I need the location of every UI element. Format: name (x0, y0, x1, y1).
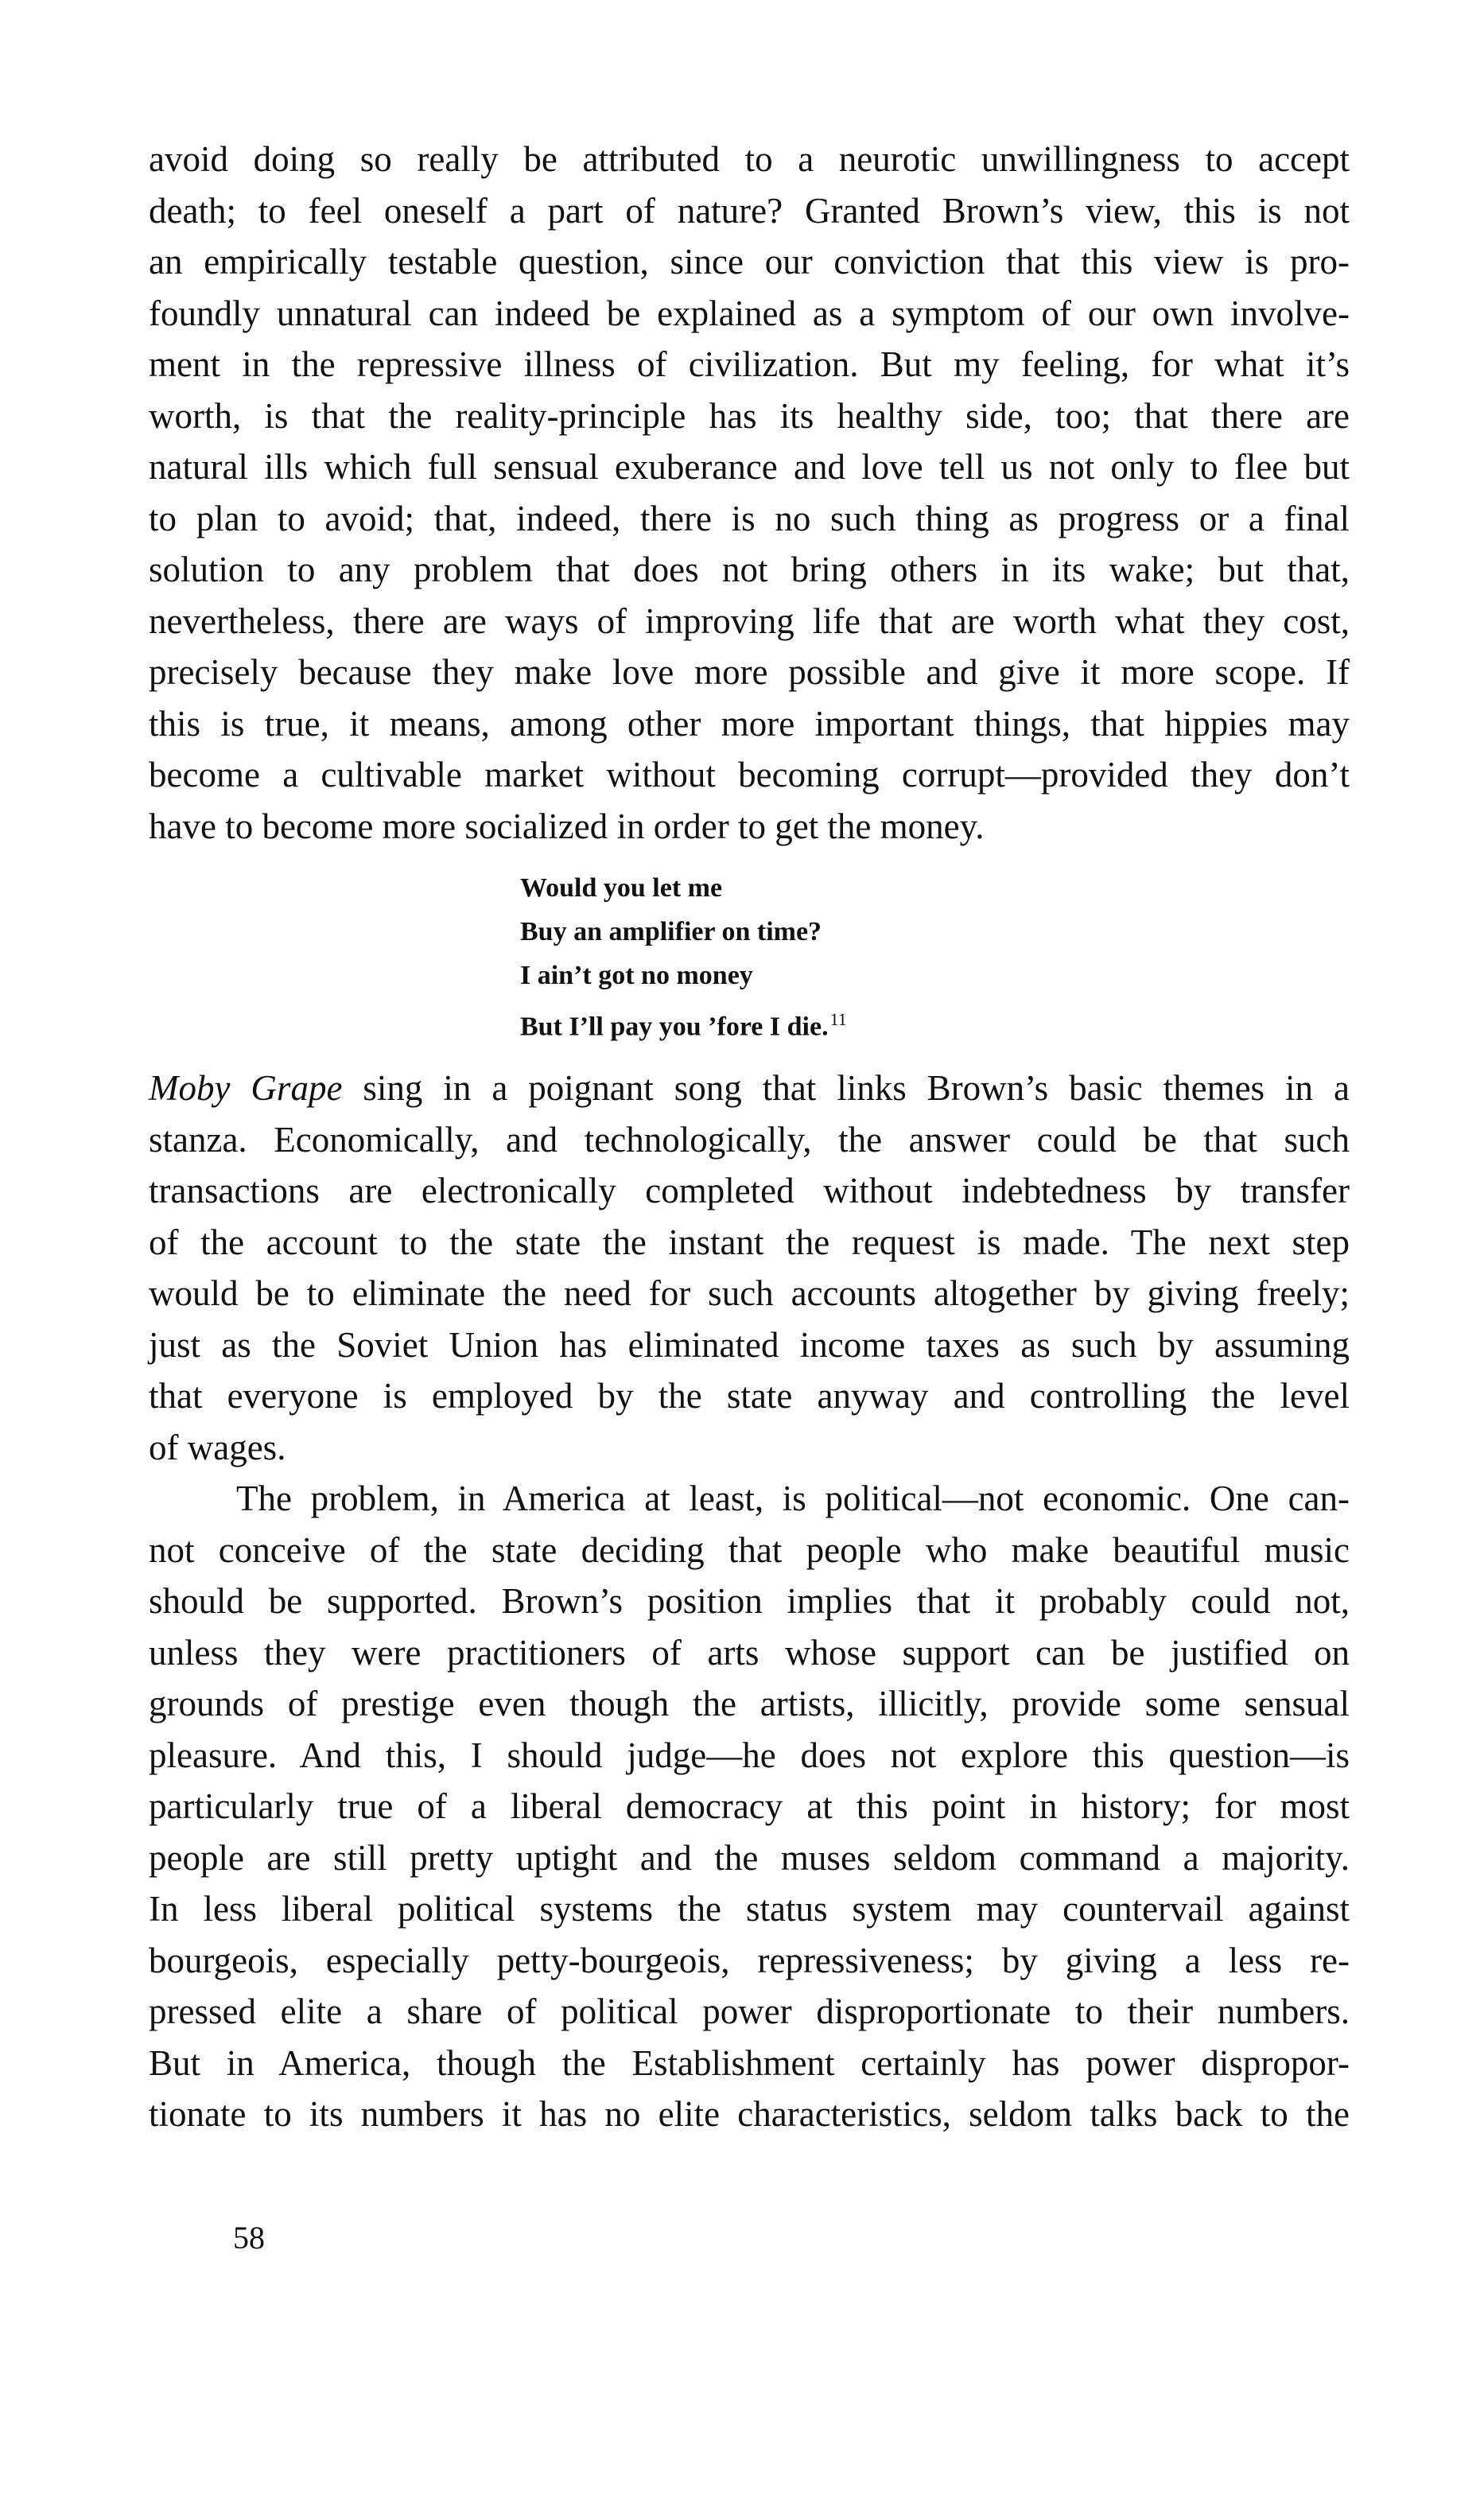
text-line: grounds of prestige even though the artists, illicitly, provide some sensual (149, 1684, 1350, 1724)
text-line: unless they were practitioners of arts whose support can be justified on (149, 1632, 1350, 1673)
text-line: death; to feel oneself a part of nature? Granted Brown’s view, this is not (149, 190, 1350, 231)
text-line: people are still pretty uptight and the muses seldom command a majority. (149, 1837, 1350, 1878)
page-body (149, 134, 1350, 2140)
lyric-line-last (520, 997, 1350, 1048)
text-line: to plan to avoid; that, indeed, there is no such thing as progress or a final (149, 498, 1350, 538)
text-line: an empirically testable question, since our conviction that this view is pro- (149, 242, 1350, 282)
text-line: would be to eliminate the need for such accounts altogether by giving freely; (149, 1273, 1350, 1314)
paragraph-1 (149, 134, 1350, 852)
text-line: bourgeois, especially petty-bourgeois, repressiveness; by giving a less re- (149, 1940, 1350, 1980)
text-line: ment in the repressive illness of civilization. But my feeling, for what it’s (149, 344, 1350, 384)
text-line: transactions are electronically completed without indebtedness by transfer (149, 1171, 1350, 1211)
text-line: nevertheless, there are ways of improving life that are worth what they cost, (149, 600, 1350, 641)
text-line: solution to any problem that does not bring others in its wake; but that, (149, 550, 1350, 589)
text-line: tionate to its numbers it has no elite characteristics, seldom talks back to the (149, 2094, 1350, 2135)
text-line: particularly true of a liberal democracy at this point in history; for most (149, 1786, 1350, 1827)
text-line: pressed elite a share of political power disproportionate to their numbers. (149, 1991, 1350, 2032)
text-line: foundly unnatural can indeed be explained as a symptom of our own involve- (149, 293, 1350, 333)
text-line: worth, is that the reality-principle has its healthy side, too; that there are (149, 395, 1350, 436)
text-line: In less liberal political systems the status system may countervail against (149, 1889, 1350, 1929)
lyric-line: I ain’t got no money (520, 961, 753, 990)
text-line: that everyone is employed by the state anyway and controlling the level (149, 1376, 1350, 1416)
text-line: stanza. Economically, and technologically, the answer could be that such (149, 1119, 1350, 1160)
text-line: this is true, it means, among other more important things, that hippies may (149, 703, 1350, 744)
text-line: of wages. (149, 1427, 286, 1467)
paragraph-3 (149, 1473, 1350, 2140)
lyric-text: But I’ll pay you ’fore I die. (520, 1012, 829, 1042)
text-line: avoid doing so really be attributed to a neurotic unwillingness to accept (149, 139, 1350, 179)
text-line: natural ills which full sensual exuberance and love tell us not only to flee but (149, 447, 1350, 487)
song-lyrics-block (520, 866, 1350, 1048)
text-line: not conceive of the state deciding that people who make beautiful music (149, 1529, 1350, 1570)
text-line: precisely because they make love more possible and give it more scope. If (149, 652, 1350, 692)
text-line: have to become more socialized in order to get the money. (149, 806, 985, 846)
text-line (149, 1063, 1350, 1114)
text-line: pleasure. And this, I should judge—he does not explore this question—is (149, 1735, 1350, 1775)
text-run: sing in a poignant song that links Brown’s basic themes in a (342, 1068, 1350, 1109)
paragraph-2 (149, 1063, 1350, 1473)
footnote-reference: 11 (829, 1009, 847, 1029)
text-line: The problem, in America at least, is political—not economic. One can- (236, 1479, 1350, 1519)
text-line: should be supported. Brown’s position implies that it probably could not, (149, 1581, 1350, 1622)
text-line: just as the Soviet Union has eliminated income taxes as such by assuming (149, 1324, 1350, 1365)
text-line: become a cultivable market without becoming corrupt—provided they don’t (149, 755, 1350, 795)
lyric-line: Buy an amplifier on time? (520, 917, 822, 946)
band-name: Moby Grape (149, 1068, 343, 1109)
lyric-line: Would you let me (520, 873, 723, 903)
page-number: 58 (233, 2220, 265, 2256)
text-line: of the account to the state the instant the request is made. The next step (149, 1222, 1350, 1262)
text-line: But in America, though the Establishment certainly has power dispropor- (149, 2042, 1350, 2083)
